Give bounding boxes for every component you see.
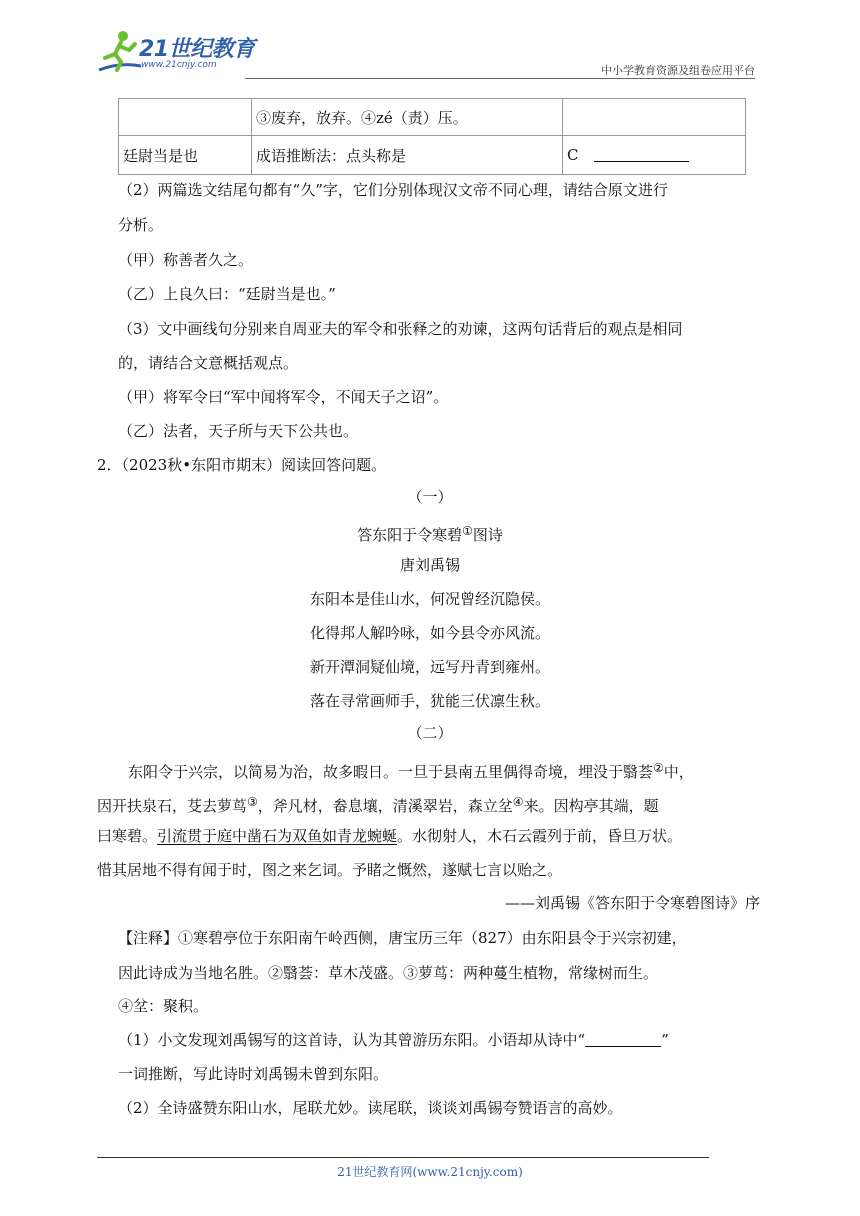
prose-text: 中，: [663, 763, 694, 781]
prose-line: [97, 826, 682, 846]
platform-name: 中小学教育资源及组卷应用平台: [601, 64, 755, 77]
prose-text: 。水彻射人，木石云霞列于前，昏旦万状。: [397, 827, 683, 845]
table-cell: ③废弃，放弃。④zé（责）压。: [252, 99, 563, 136]
answer-blank[interactable]: [585, 1032, 661, 1047]
q3-jia: （甲）将军令曰“军中闻将军令，不闻天子之诏”。: [118, 388, 449, 406]
q2-jia: （甲）称善者久之。: [118, 251, 254, 269]
table-cell: 成语推断法：点头称是: [252, 136, 563, 175]
prose-line: 惜其居地不得有闻于时，图之来乞词。予睹之慨然，遂赋七言以贻之。: [97, 861, 563, 879]
notes-line: 【注释】①寒碧亭位于东阳南午岭西侧，唐宝历三年（827）由东阳县令于兴宗初建，: [118, 929, 687, 947]
notes-line: ④坌：聚积。: [118, 997, 209, 1015]
prose-text: 来。因构亭其端，题: [523, 797, 659, 815]
table-row: [119, 136, 746, 175]
table-cell: 廷尉当是也: [119, 136, 252, 175]
section-two-heading: （二）: [407, 724, 453, 742]
logo: [95, 28, 265, 76]
question-text: （1）小文发现刘禹锡写的这首诗，认为其曾游历东阳。小语却从诗中“: [118, 1031, 586, 1049]
poem-title: [0, 521, 860, 545]
poem-author: 唐刘禹锡: [399, 556, 460, 574]
prose-text: 曰寒碧。: [97, 827, 158, 845]
runner-logo-icon: [95, 28, 145, 76]
footnote-marker: ④: [512, 795, 524, 809]
logo-text: 21世纪教育: [139, 37, 255, 62]
poem-line: 落在寻常画师手，犹能三伏凛生秋。: [309, 692, 550, 710]
poem-title-text: 图诗: [472, 526, 503, 544]
p2-question1-cont: 一词推断，写此诗时刘禹锡未曾到东阳。: [118, 1065, 389, 1083]
q2-yi: （乙）上良久曰：“廷尉当是也。”: [118, 285, 336, 303]
q2-text-line1: （2）两篇选文结尾句都有“久”字，它们分别体现汉文帝不同心理，请结合原文进行: [118, 181, 668, 199]
table-cell: [563, 99, 746, 136]
prose-text: 因开扶泉石，芟去萝茑: [97, 797, 248, 815]
prose-text: ，斧凡材，畚息壤，清溪翠岩，森立坌: [257, 797, 513, 815]
footer-divider: [97, 1157, 709, 1158]
q3-text-line1: （3）文中画线句分别来自周亚夫的军令和张释之的劝谏，这两句话背后的观点是相同: [118, 320, 683, 338]
q3-yi: （乙）法者，天子所与天下公共也。: [118, 422, 359, 440]
q2-text-line2: 分析。: [118, 216, 164, 234]
section-one-heading: （一）: [407, 488, 453, 506]
notes-line: 因此诗成为当地名胜。②翳荟：草木茂盛。③萝茑：两种蔓生植物，常缘树而生。: [118, 964, 659, 982]
header-divider: [245, 78, 755, 79]
poem-line: 新开潭洞疑仙境，远写丹青到雍州。: [309, 658, 550, 676]
q3-text-line2: 的，请结合文意概括观点。: [118, 354, 299, 372]
prose-text: 东阳令于兴宗，以简易为治，故多暇日。一旦于县南五里偶得奇境，埋没于翳荟: [128, 763, 654, 781]
prose-line: [97, 792, 659, 816]
table-cell: [563, 136, 746, 175]
option-label: C: [567, 146, 579, 164]
footnote-marker: ③: [247, 795, 258, 809]
poem-line: 化得邦人解吟咏，如今县令亦风流。: [309, 624, 550, 642]
page-header: [95, 28, 755, 78]
logo-url: www.21cnjy.com: [141, 60, 217, 70]
underlined-sentence: 引流贯于庭中凿石为双鱼如青龙蜿蜒: [157, 827, 398, 845]
poem-title-text: 答东阳于令寒碧: [357, 526, 463, 544]
footnote-marker: ②: [653, 761, 664, 775]
footer-text: 21世纪教育网(www.21cnjy.com): [337, 1165, 523, 1179]
problem2-title: 2．（2023秋•东阳市期末）阅读回答问题。: [97, 456, 387, 474]
question-text: ”: [661, 1031, 669, 1049]
source-citation: ——刘禹锡《答东阳于令寒碧图诗》序: [504, 894, 760, 912]
p2-question1: [118, 1030, 669, 1050]
answer-blank[interactable]: [594, 147, 689, 162]
table-row: [119, 99, 746, 136]
prose-line: [128, 758, 694, 782]
table-cell: [119, 99, 252, 136]
footnote-marker: ①: [462, 524, 473, 538]
p2-question2: （2）全诗盛赞东阳山水，尾联尤妙。读尾联，谈谈刘禹锡夸赞语言的高妙。: [118, 1099, 623, 1117]
poem-line: 东阳本是佳山水，何况曾经沉隐侯。: [309, 590, 550, 608]
answer-table: [118, 98, 746, 175]
